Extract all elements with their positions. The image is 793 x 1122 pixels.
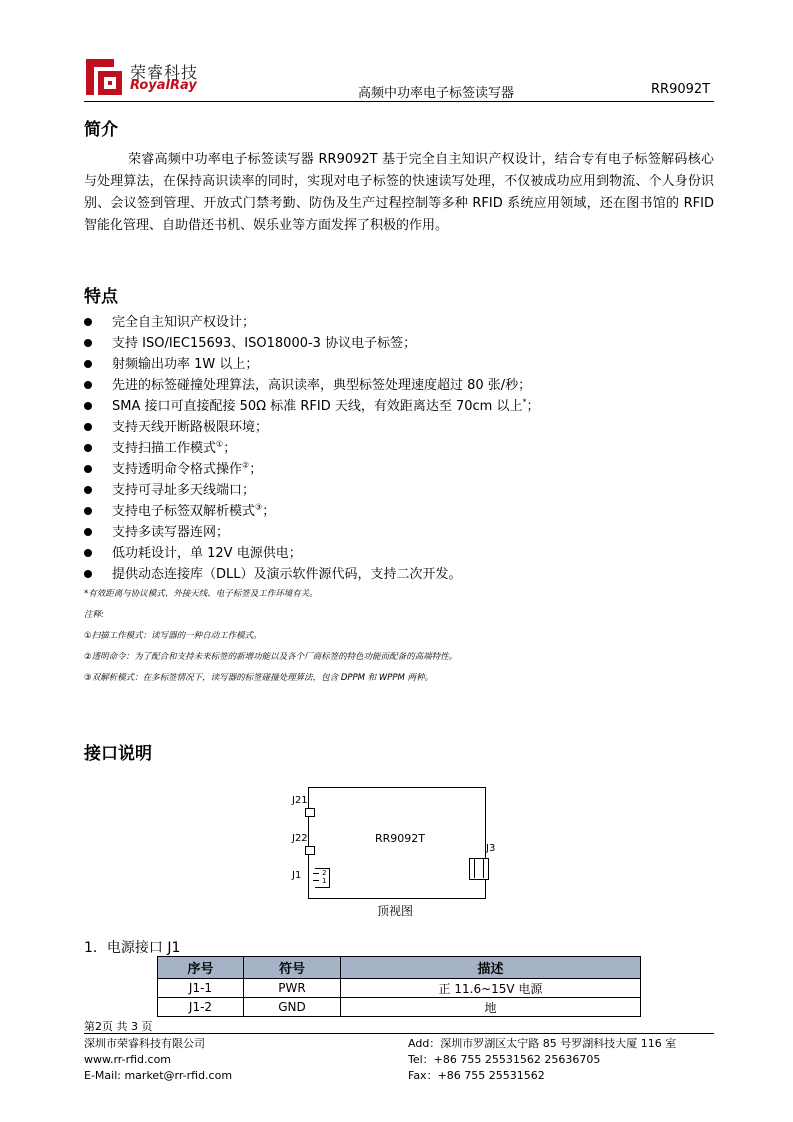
- notes-label: 注释:: [84, 610, 104, 620]
- table-row: [158, 979, 641, 998]
- document-title: 高频中功率电子标签读写器: [358, 86, 515, 101]
- table-cell: PWR: [244, 979, 341, 998]
- list-item: 支持天线开断路极限环境；: [84, 417, 644, 438]
- bullet-icon: [84, 318, 92, 326]
- list-item: 支持扫描工作模式①；: [84, 438, 644, 459]
- table-header-row: [158, 957, 641, 979]
- footer-email-link[interactable]: E-Mail: market@rr-rfid.com: [84, 1069, 233, 1082]
- board-label: RR9092T: [375, 832, 425, 845]
- bullet-icon: [84, 465, 92, 473]
- list-item: 提供动态连接库（DLL）及演示软件源代码，支持二次开发。: [84, 564, 644, 585]
- footer-website-link[interactable]: www.rr-rfid.com: [84, 1053, 172, 1066]
- table-cell: 正 11.6~15V 电源: [341, 979, 641, 998]
- table-cell: J1-2: [158, 998, 244, 1017]
- board-diagram: [308, 787, 486, 899]
- list-item: 支持电子标签双解析模式③；: [84, 501, 644, 522]
- note-item: ②透明命令：为了配合和支持未来标签的新增功能以及各个厂商标签的特色功能而配备的高端特性。: [84, 652, 458, 662]
- column-header: 符号: [244, 957, 341, 979]
- intro-paragraph: [84, 149, 714, 237]
- list-item: 支持 ISO/IEC15693、ISO18000-3 协议电子标签；: [84, 333, 644, 354]
- bullet-icon: [84, 570, 92, 578]
- brand-name-en: RoyalRay: [130, 78, 197, 93]
- diagram-caption: 顶视图: [377, 904, 414, 918]
- bullet-icon: [84, 381, 92, 389]
- table-row: [158, 998, 641, 1017]
- list-item: SMA 接口可直接配接 50Ω 标准 RFID 天线，有效距离达至 70cm 以上*；: [84, 396, 644, 417]
- bullet-icon: [84, 339, 92, 347]
- j1-label: J1: [292, 870, 302, 881]
- bullet-icon: [84, 402, 92, 410]
- power-interface-title: 1．电源接口 J1: [84, 940, 181, 956]
- j3-connector: [469, 858, 489, 880]
- footer-fax: Fax：+86 755 25531562: [408, 1069, 545, 1082]
- j21-label: J21: [292, 795, 308, 806]
- j3-label: J3: [486, 843, 496, 854]
- bullet-icon: [84, 423, 92, 431]
- feature-list: [84, 312, 644, 585]
- table-cell: J1-1: [158, 979, 244, 998]
- table-cell: GND: [244, 998, 341, 1017]
- intro-text: 荣睿高频中功率电子标签读写器 RR9092T 基于完全自主知识产权设计，结合专有电子标签解码核心与处理算法，在保持高识读率的同时，实现对电子标签的快速读写处理，不仅被成功应用到物流、个人身份识别、会议签到管理、开放式门禁考勤、防伪及生产过程控制等多种 RFID 系统应用领域，还在图书馆的 RFID 智能化管理、自助借还书机、娱乐业等方面发挥了积极的作用。: [84, 152, 714, 233]
- company-logo-icon: [84, 57, 124, 97]
- table-cell: 地: [341, 998, 641, 1017]
- feature-footnote: *有效距离与协议模式、外接天线、电子标签及工作环境有关。: [84, 589, 318, 599]
- page-number: 第2页 共 3 页: [84, 1020, 153, 1033]
- list-item: 支持多读写器连网；: [84, 522, 644, 543]
- bullet-icon: [84, 507, 92, 515]
- j22-connector: [305, 846, 315, 855]
- footer-tel: Tel：+86 755 25531562 25636705: [408, 1053, 601, 1066]
- list-item: 支持透明命令格式操作②；: [84, 459, 644, 480]
- list-item: 射频输出功率 1W 以上；: [84, 354, 644, 375]
- list-item: 低功耗设计，单 12V 电源供电；: [84, 543, 644, 564]
- note-item: ①扫描工作模式：读写器的一种自动工作模式。: [84, 631, 262, 641]
- footer-company: 深圳市荣睿科技有限公司: [84, 1037, 205, 1050]
- footer-divider: [84, 1033, 714, 1034]
- column-header: 描述: [341, 957, 641, 979]
- header-divider: [84, 101, 714, 102]
- section-heading-intro: 简介: [84, 120, 118, 140]
- power-interface-table: [157, 956, 641, 1017]
- brand-name-cn: 荣睿科技: [130, 63, 199, 82]
- j21-connector: [305, 808, 315, 817]
- bullet-icon: [84, 528, 92, 536]
- list-item: 完全自主知识产权设计；: [84, 312, 644, 333]
- bullet-icon: [84, 486, 92, 494]
- j1-connector: [315, 868, 330, 888]
- column-header: 序号: [158, 957, 244, 979]
- footer-address: Add：深圳市罗湖区太宁路 85 号罗湖科技大厦 116 室: [408, 1037, 677, 1050]
- model-number: RR9092T: [651, 82, 711, 97]
- note-item: ③双解析模式：在多标签情况下，读写器的标签碰撞处理算法，包含 DPPM 和 WPPM 两种。: [84, 673, 434, 683]
- bullet-icon: [84, 549, 92, 557]
- j22-label: J22: [292, 833, 308, 844]
- bullet-icon: [84, 360, 92, 368]
- list-item: 支持可寻址多天线端口；: [84, 480, 644, 501]
- section-heading-interface: 接口说明: [84, 744, 152, 764]
- pin-1-label: 1: [322, 877, 327, 885]
- list-item: 先进的标签碰撞处理算法，高识读率，典型标签处理速度超过 80 张/秒；: [84, 375, 644, 396]
- bullet-icon: [84, 444, 92, 452]
- pin-2-label: 2: [322, 869, 327, 877]
- section-heading-features: 特点: [84, 287, 118, 307]
